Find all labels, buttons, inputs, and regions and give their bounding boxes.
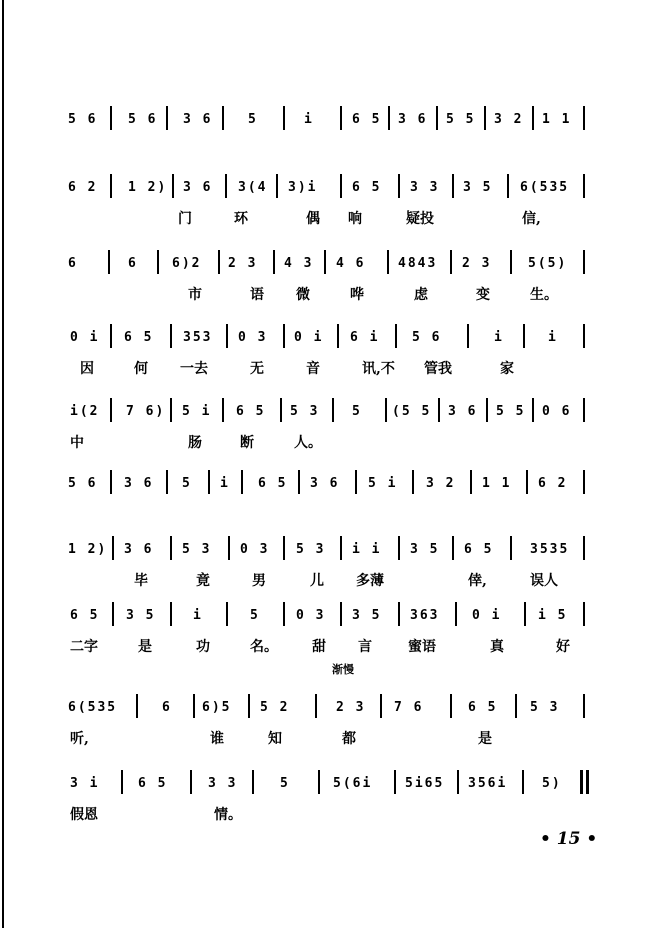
- measure: 5 3: [290, 404, 320, 419]
- barline: [395, 324, 397, 348]
- lyric: 毕: [134, 573, 148, 589]
- lyric: 男: [252, 573, 266, 589]
- measure: 3 5: [463, 180, 493, 195]
- lyric: 误人: [530, 573, 558, 589]
- measure: 3 2: [426, 476, 456, 491]
- barline: [340, 536, 342, 560]
- measure: 3 6: [448, 404, 478, 419]
- barline: [172, 174, 174, 198]
- lyric: 响: [348, 211, 362, 227]
- measure: 5 6: [412, 330, 442, 345]
- barline: [283, 536, 285, 560]
- barline: [340, 602, 342, 626]
- measure: 5(5): [528, 256, 568, 271]
- barline: [136, 694, 138, 718]
- barline: [450, 694, 452, 718]
- measure: 2 3: [228, 256, 258, 271]
- barline: [190, 770, 192, 794]
- measure: 5 i: [368, 476, 398, 491]
- barline: [394, 770, 396, 794]
- barline: [583, 470, 585, 494]
- measure: i: [304, 112, 314, 127]
- lyric: 是: [138, 639, 152, 655]
- notation-row: [0, 542, 655, 564]
- barline: [467, 324, 469, 348]
- lyrics-row: [0, 804, 655, 824]
- barline: [157, 250, 159, 274]
- lyric: 变: [476, 287, 490, 303]
- lyric: 知: [268, 731, 282, 747]
- lyrics-row: [0, 636, 655, 656]
- barline: [583, 106, 585, 130]
- barline: [298, 470, 300, 494]
- barline: [583, 536, 585, 560]
- measure: 0 3: [240, 542, 270, 557]
- barline: [398, 536, 400, 560]
- measure: 6(535: [68, 700, 118, 715]
- measure: 6 5: [124, 330, 154, 345]
- lyric: 功: [196, 639, 210, 655]
- measure: 353: [183, 330, 213, 345]
- measure: 6: [128, 256, 138, 271]
- barline: [241, 470, 243, 494]
- lyric: 门: [178, 211, 192, 227]
- barline: [108, 250, 110, 274]
- barline: [583, 602, 585, 626]
- measure: 6 2: [68, 180, 98, 195]
- lyric: 言: [358, 639, 372, 655]
- barline: [121, 770, 123, 794]
- measure: i(2: [70, 404, 100, 419]
- lyrics-row: [0, 728, 655, 748]
- measure: 3 6: [398, 112, 428, 127]
- measure: 3 5: [126, 608, 156, 623]
- measure: 5 5: [496, 404, 526, 419]
- measure: 5: [182, 476, 192, 491]
- measure: 6)5: [202, 700, 232, 715]
- barline: [170, 324, 172, 348]
- measure: 3 3: [410, 180, 440, 195]
- lyric: 音: [306, 361, 320, 377]
- measure: 6 5: [352, 180, 382, 195]
- lyric: 真: [490, 639, 504, 655]
- measure: 6: [68, 256, 78, 271]
- barline: [283, 324, 285, 348]
- barline: [273, 250, 275, 274]
- measure: 5): [542, 776, 562, 791]
- measure: 1 2): [68, 542, 108, 557]
- lyric: 中: [70, 435, 84, 451]
- lyric: 假恩: [70, 807, 98, 823]
- lyric: 信,: [522, 211, 541, 227]
- lyric: 哗: [350, 287, 364, 303]
- measure: 5 6: [68, 476, 98, 491]
- lyric: 谁: [210, 731, 224, 747]
- barline: [110, 106, 112, 130]
- measure: 5: [352, 404, 362, 419]
- lyric: 语: [250, 287, 264, 303]
- barline: [318, 770, 320, 794]
- barline: [486, 398, 488, 422]
- measure: 0 i: [472, 608, 502, 623]
- lyric: 甜: [312, 639, 326, 655]
- lyric: 肠: [188, 435, 202, 451]
- lyric: 好: [556, 639, 570, 655]
- lyric: 都: [342, 731, 356, 747]
- measure: 6 5: [70, 608, 100, 623]
- lyrics-row: [0, 208, 655, 228]
- barline: [398, 174, 400, 198]
- lyric: 家: [500, 361, 514, 377]
- measure: 3 2: [494, 112, 524, 127]
- lyric: 倖,: [468, 573, 487, 589]
- barline: [337, 324, 339, 348]
- barline: [438, 398, 440, 422]
- measure: 2 3: [462, 256, 492, 271]
- barline: [515, 694, 517, 718]
- barline: [170, 536, 172, 560]
- barline: [470, 470, 472, 494]
- measure: 1 1: [542, 112, 572, 127]
- measure: 5: [280, 776, 290, 791]
- measure: 5 3: [530, 700, 560, 715]
- barline: [222, 106, 224, 130]
- barline: [457, 770, 459, 794]
- measure: 5: [248, 112, 258, 127]
- barline: [248, 694, 250, 718]
- measure: 0 3: [296, 608, 326, 623]
- lyrics-row: [0, 358, 655, 378]
- measure: 5 3: [296, 542, 326, 557]
- measure: 0 i: [294, 330, 324, 345]
- measure: 2 3: [336, 700, 366, 715]
- barline: [112, 536, 114, 560]
- measure: 3 i: [70, 776, 100, 791]
- measure: i 5: [538, 608, 568, 623]
- measure: 6 5: [138, 776, 168, 791]
- barline: [583, 250, 585, 274]
- barline: [510, 250, 512, 274]
- measure: 3 6: [310, 476, 340, 491]
- final-barline: [586, 770, 589, 794]
- measure: 3 5: [352, 608, 382, 623]
- barline: [526, 470, 528, 494]
- measure: 4 6: [336, 256, 366, 271]
- barline: [583, 324, 585, 348]
- measure: 0 3: [238, 330, 268, 345]
- measure: i: [193, 608, 203, 623]
- lyric: 断: [240, 435, 254, 451]
- notation-row: [0, 476, 655, 498]
- barline: [226, 324, 228, 348]
- barline: [412, 470, 414, 494]
- page-number: • 15 •: [540, 829, 598, 849]
- lyrics-row: [0, 284, 655, 304]
- measure: 6)2: [172, 256, 202, 271]
- lyric: 环: [234, 211, 248, 227]
- barline: [455, 602, 457, 626]
- notation-row: [0, 256, 655, 278]
- measure: 6 5: [464, 542, 494, 557]
- barline: [385, 398, 387, 422]
- lyric: 情。: [214, 807, 242, 823]
- notation-row: [0, 776, 655, 798]
- measure: 6 2: [538, 476, 568, 491]
- measure: 3 6: [183, 112, 213, 127]
- lyric: 名。: [250, 639, 278, 655]
- measure: 4843: [398, 256, 438, 271]
- lyric: 何: [134, 361, 148, 377]
- notation-row: [0, 112, 655, 134]
- notation-row: [0, 608, 655, 630]
- notation-row: [0, 404, 655, 426]
- barline: [208, 470, 210, 494]
- barline: [583, 174, 585, 198]
- measure: i: [220, 476, 230, 491]
- barline: [110, 470, 112, 494]
- lyric: 是: [478, 731, 492, 747]
- notation-row: [0, 180, 655, 202]
- lyric: 人。: [294, 435, 322, 451]
- barline: [110, 174, 112, 198]
- lyric: 因: [80, 361, 94, 377]
- barline: [222, 398, 224, 422]
- barline: [450, 250, 452, 274]
- measure: (5 5: [392, 404, 432, 419]
- barline: [507, 174, 509, 198]
- barline: [166, 106, 168, 130]
- measure: 0 i: [70, 330, 100, 345]
- measure: 6 5: [468, 700, 498, 715]
- lyric: 疑投: [406, 211, 434, 227]
- measure: 5 2: [260, 700, 290, 715]
- lyric: 虑: [414, 287, 428, 303]
- barline: [110, 398, 112, 422]
- notation-row: [0, 330, 655, 352]
- barline: [228, 536, 230, 560]
- measure: 5 6: [68, 112, 98, 127]
- measure: 6: [162, 700, 172, 715]
- barline: [112, 602, 114, 626]
- barline: [398, 602, 400, 626]
- barline: [252, 770, 254, 794]
- lyric: 多薄: [356, 573, 384, 589]
- lyric: 听,: [70, 731, 89, 747]
- barline: [170, 602, 172, 626]
- measure: 1 1: [482, 476, 512, 491]
- barline: [522, 770, 524, 794]
- measure: 3 3: [208, 776, 238, 791]
- lyric: 生。: [530, 287, 558, 303]
- notation-row: [0, 700, 655, 722]
- measure: 6 5: [352, 112, 382, 127]
- measure: 5 3: [182, 542, 212, 557]
- measure: i i: [352, 542, 382, 557]
- barline: [340, 106, 342, 130]
- measure: 5 i: [182, 404, 212, 419]
- measure: 3535: [530, 542, 570, 557]
- barline: [283, 602, 285, 626]
- barline: [170, 398, 172, 422]
- barline: [283, 106, 285, 130]
- measure: 7 6: [394, 700, 424, 715]
- measure: i: [548, 330, 558, 345]
- barline: [218, 250, 220, 274]
- barline: [452, 174, 454, 198]
- barline: [532, 106, 534, 130]
- barline: [225, 174, 227, 198]
- barline: [532, 398, 534, 422]
- measure: 5 6: [128, 112, 158, 127]
- measure: 3 6: [124, 476, 154, 491]
- barline: [388, 106, 390, 130]
- measure: i: [494, 330, 504, 345]
- lyric: 管我: [424, 361, 452, 377]
- barline: [315, 694, 317, 718]
- measure: 3 6: [183, 180, 213, 195]
- measure: 363: [410, 608, 440, 623]
- measure: 356i: [468, 776, 508, 791]
- measure: 3 5: [410, 542, 440, 557]
- barline: [332, 398, 334, 422]
- barline: [583, 398, 585, 422]
- barline: [355, 470, 357, 494]
- barline: [380, 694, 382, 718]
- measure: 5 5: [446, 112, 476, 127]
- lyrics-row: [0, 432, 655, 452]
- measure: 3 6: [124, 542, 154, 557]
- final-barline: [580, 770, 583, 794]
- barline: [276, 174, 278, 198]
- measure: 7 6): [126, 404, 166, 419]
- barline: [193, 694, 195, 718]
- lyric: 讯,不: [362, 361, 395, 377]
- measure: 5: [250, 608, 260, 623]
- lyrics-row: [0, 570, 655, 590]
- lyric: 蜜语: [408, 639, 436, 655]
- barline: [166, 470, 168, 494]
- barline: [436, 106, 438, 130]
- barline: [110, 324, 112, 348]
- barline: [484, 106, 486, 130]
- lyric: 市: [188, 287, 202, 303]
- measure: 3)i: [288, 180, 318, 195]
- barline: [523, 324, 525, 348]
- lyric: 二字: [70, 639, 98, 655]
- measure: 6(535: [520, 180, 570, 195]
- lyric: 一去: [180, 361, 208, 377]
- lyric: 无: [250, 361, 264, 377]
- measure: 3(4: [238, 180, 268, 195]
- measure: 4 3: [284, 256, 314, 271]
- barline: [226, 602, 228, 626]
- measure: 0 6: [542, 404, 572, 419]
- barline: [340, 174, 342, 198]
- measure: 1 2): [128, 180, 168, 195]
- barline: [387, 250, 389, 274]
- barline: [583, 694, 585, 718]
- lyric: 竟: [196, 573, 210, 589]
- measure: 6 5: [258, 476, 288, 491]
- tempo-marking: 渐慢: [332, 663, 354, 676]
- measure: 5i65: [405, 776, 445, 791]
- measure: 5(6i: [333, 776, 373, 791]
- barline: [280, 398, 282, 422]
- lyric: 儿: [310, 573, 324, 589]
- barline: [524, 602, 526, 626]
- barline: [452, 536, 454, 560]
- lyric: 微: [296, 287, 310, 303]
- barline: [324, 250, 326, 274]
- lyric: 偶: [306, 211, 320, 227]
- measure: 6 5: [236, 404, 266, 419]
- measure: 6 i: [350, 330, 380, 345]
- barline: [510, 536, 512, 560]
